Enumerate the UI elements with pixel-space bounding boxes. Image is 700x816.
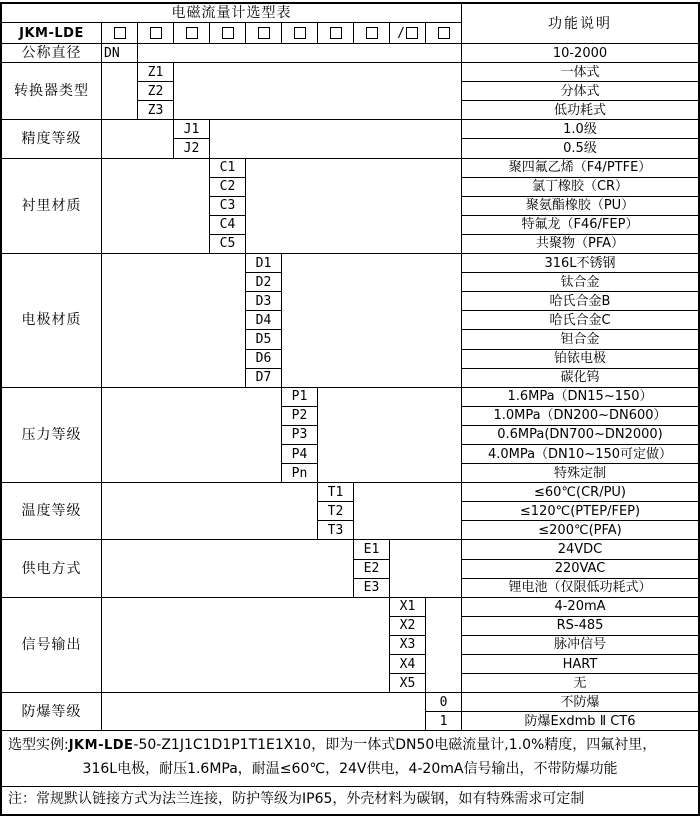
model-digit-cell[interactable] xyxy=(282,23,318,44)
model-digit-cell[interactable] xyxy=(138,23,174,44)
separator-text: / xyxy=(397,25,405,41)
spacer-cell xyxy=(102,159,210,254)
selection-grid xyxy=(2,4,698,731)
code-cell: 0 xyxy=(426,693,462,712)
code-cell: E1 xyxy=(354,540,390,559)
section-label-pressure-class: 压力等级 xyxy=(2,388,102,483)
code-cell: C5 xyxy=(210,235,246,254)
desc-cell: 分体式 xyxy=(462,82,698,101)
code-cell: D3 xyxy=(246,292,282,311)
code-cell: D5 xyxy=(246,330,282,349)
desc-cell: 锂电池（仅限低功耗式） xyxy=(462,579,698,598)
model-digit-cell[interactable] xyxy=(390,23,426,44)
section-label-explosion-proof-class: 防爆等级 xyxy=(2,693,102,731)
desc-cell: 0.6MPa(DN700~DN2000) xyxy=(462,426,698,445)
desc-cell: 脉冲信号 xyxy=(462,636,698,655)
checkbox-icon[interactable] xyxy=(406,27,418,39)
model-digit-cell[interactable] xyxy=(246,23,282,44)
section-label-lining-material: 衬里材质 xyxy=(2,159,102,254)
desc-cell: 低功耗式 xyxy=(462,101,698,120)
desc-cell: 特殊定制 xyxy=(462,464,698,483)
desc-cell: 共聚物（PFA） xyxy=(462,235,698,254)
code-cell: X2 xyxy=(390,617,426,636)
section-label-converter-type: 转换器类型 xyxy=(2,63,102,120)
spacer-cell xyxy=(174,63,462,120)
desc-cell: ≤60℃(CR/PU) xyxy=(462,483,698,502)
code-cell: C3 xyxy=(210,197,246,216)
code-cell: C2 xyxy=(210,178,246,197)
desc-cell: 不防爆 xyxy=(462,693,698,712)
code-cell: P4 xyxy=(282,445,318,464)
code-cell: P3 xyxy=(282,426,318,445)
desc-cell: 聚四氟乙烯（F4/PTFE） xyxy=(462,159,698,178)
checkbox-icon[interactable] xyxy=(330,27,342,39)
section-label-temperature-class: 温度等级 xyxy=(2,483,102,540)
example-intro: 选型实例: xyxy=(8,737,69,754)
spacer-cell xyxy=(426,598,462,693)
desc-cell: 钛合金 xyxy=(462,273,698,292)
spacer-cell xyxy=(318,388,462,483)
code-cell: E2 xyxy=(354,560,390,579)
spacer-cell xyxy=(102,254,246,388)
spacer-cell xyxy=(282,254,462,388)
code-cell: 1 xyxy=(426,712,462,731)
checkbox-icon[interactable] xyxy=(258,27,270,39)
desc-cell: 0.5级 xyxy=(462,139,698,158)
spacer-cell xyxy=(102,388,282,483)
model-digit-cell[interactable] xyxy=(102,23,138,44)
code-cell: D6 xyxy=(246,350,282,369)
desc-cell: 铂铱电极 xyxy=(462,350,698,369)
desc-cell: 氯丁橡胶（CR） xyxy=(462,178,698,197)
desc-cell: 防爆Exdmb Ⅱ CT6 xyxy=(462,712,698,731)
desc-cell: 无 xyxy=(462,674,698,693)
model-digit-cell[interactable] xyxy=(174,23,210,44)
code-cell: T2 xyxy=(318,502,354,521)
desc-cell: ≤120℃(PTEP/FEP) xyxy=(462,502,698,521)
checkbox-icon[interactable] xyxy=(294,27,306,39)
checkbox-icon[interactable] xyxy=(438,27,450,39)
code-cell: C4 xyxy=(210,216,246,235)
spacer-cell xyxy=(354,483,462,540)
example-line2: 316L电极，耐压1.6MPa，耐温≤60℃，24V供电，4-20mA信号输出，不带防爆功能 xyxy=(82,761,618,778)
code-cell: D4 xyxy=(246,311,282,330)
code-cell: C1 xyxy=(210,159,246,178)
checkbox-icon[interactable] xyxy=(150,27,162,39)
checkbox-icon[interactable] xyxy=(222,27,234,39)
model-digit-cell[interactable] xyxy=(354,23,390,44)
desc-cell: 哈氏合金B xyxy=(462,292,698,311)
code-cell: J2 xyxy=(174,139,210,158)
section-label-nominal-diameter: 公称直径 xyxy=(2,44,102,63)
code-cell: P2 xyxy=(282,407,318,426)
code-cell: T1 xyxy=(318,483,354,502)
desc-cell: 1.6MPa（DN15~150） xyxy=(462,388,698,407)
spacer-cell xyxy=(102,483,318,540)
example-line1-rest: -50-Z1J1C1D1P1T1E1X10，即为一体式DN50电磁流量计,1.0%精度，四氟衬里， xyxy=(133,737,657,754)
desc-cell: HART xyxy=(462,655,698,674)
desc-cell: 4-20mA xyxy=(462,598,698,617)
code-cell: D2 xyxy=(246,273,282,292)
code-cell: J1 xyxy=(174,120,210,139)
code-cell: DN xyxy=(102,44,138,63)
function-column-header: 功能说明 xyxy=(462,4,698,44)
desc-cell: 4.0MPa（DN10~150可定做） xyxy=(462,445,698,464)
spacer-cell xyxy=(390,540,462,597)
code-cell: Z3 xyxy=(138,101,174,120)
code-cell: X4 xyxy=(390,655,426,674)
model-prefix: JKM-LDE xyxy=(2,23,102,44)
checkbox-icon[interactable] xyxy=(186,27,198,39)
code-cell: Pn xyxy=(282,464,318,483)
desc-cell: 24VDC xyxy=(462,540,698,559)
selection-table xyxy=(0,2,700,816)
code-cell: Z1 xyxy=(138,63,174,82)
desc-cell: 钽合金 xyxy=(462,330,698,349)
desc-cell: RS-485 xyxy=(462,617,698,636)
example-line1 xyxy=(8,734,692,758)
footer-note: 注：常规默认链接方式为法兰连接，防护等级为IP65，外壳材料为碳钢，如有特殊需求可定制 xyxy=(8,790,585,807)
code-cell: P1 xyxy=(282,388,318,407)
spacer-cell xyxy=(102,693,426,731)
spacer-cell xyxy=(102,63,138,120)
spacer-cell xyxy=(210,120,462,158)
desc-cell: 哈氏合金C xyxy=(462,311,698,330)
spacer-cell xyxy=(102,598,390,693)
desc-cell: 1.0MPa（DN200~DN600） xyxy=(462,407,698,426)
spacer-cell xyxy=(138,44,462,63)
desc-cell: 一体式 xyxy=(462,63,698,82)
section-label-signal-output: 信号输出 xyxy=(2,598,102,693)
desc-cell: 10-2000 xyxy=(462,44,698,63)
model-digit-cell[interactable] xyxy=(318,23,354,44)
selection-example xyxy=(2,731,698,787)
section-label-accuracy-class: 精度等级 xyxy=(2,120,102,158)
code-cell: D1 xyxy=(246,254,282,273)
desc-cell: 1.0级 xyxy=(462,120,698,139)
section-label-power-supply: 供电方式 xyxy=(2,540,102,597)
code-cell: E3 xyxy=(354,579,390,598)
section-label-electrode-material: 电极材质 xyxy=(2,254,102,388)
desc-cell: 特氟龙（F46/FEP） xyxy=(462,216,698,235)
code-cell: D7 xyxy=(246,369,282,388)
spacer-cell xyxy=(102,540,354,597)
example-model-code: JKM-LDE xyxy=(68,738,134,754)
desc-cell: 316L不锈钢 xyxy=(462,254,698,273)
model-digit-cell[interactable] xyxy=(210,23,246,44)
spacer-cell xyxy=(102,120,174,158)
desc-cell: 碳化钨 xyxy=(462,369,698,388)
desc-cell: 220VAC xyxy=(462,560,698,579)
table-title: 电磁流量计选型表 xyxy=(2,4,462,23)
checkbox-icon[interactable] xyxy=(114,27,126,39)
code-cell: X1 xyxy=(390,598,426,617)
spacer-cell xyxy=(246,159,462,254)
checkbox-icon[interactable] xyxy=(366,27,378,39)
model-digit-cell[interactable] xyxy=(426,23,462,44)
desc-cell: 聚氨酯橡胶（PU） xyxy=(462,197,698,216)
desc-cell: ≤200℃(PFA) xyxy=(462,521,698,540)
code-cell: T3 xyxy=(318,521,354,540)
code-cell: X5 xyxy=(390,674,426,693)
code-cell: X3 xyxy=(390,636,426,655)
code-cell: Z2 xyxy=(138,82,174,101)
